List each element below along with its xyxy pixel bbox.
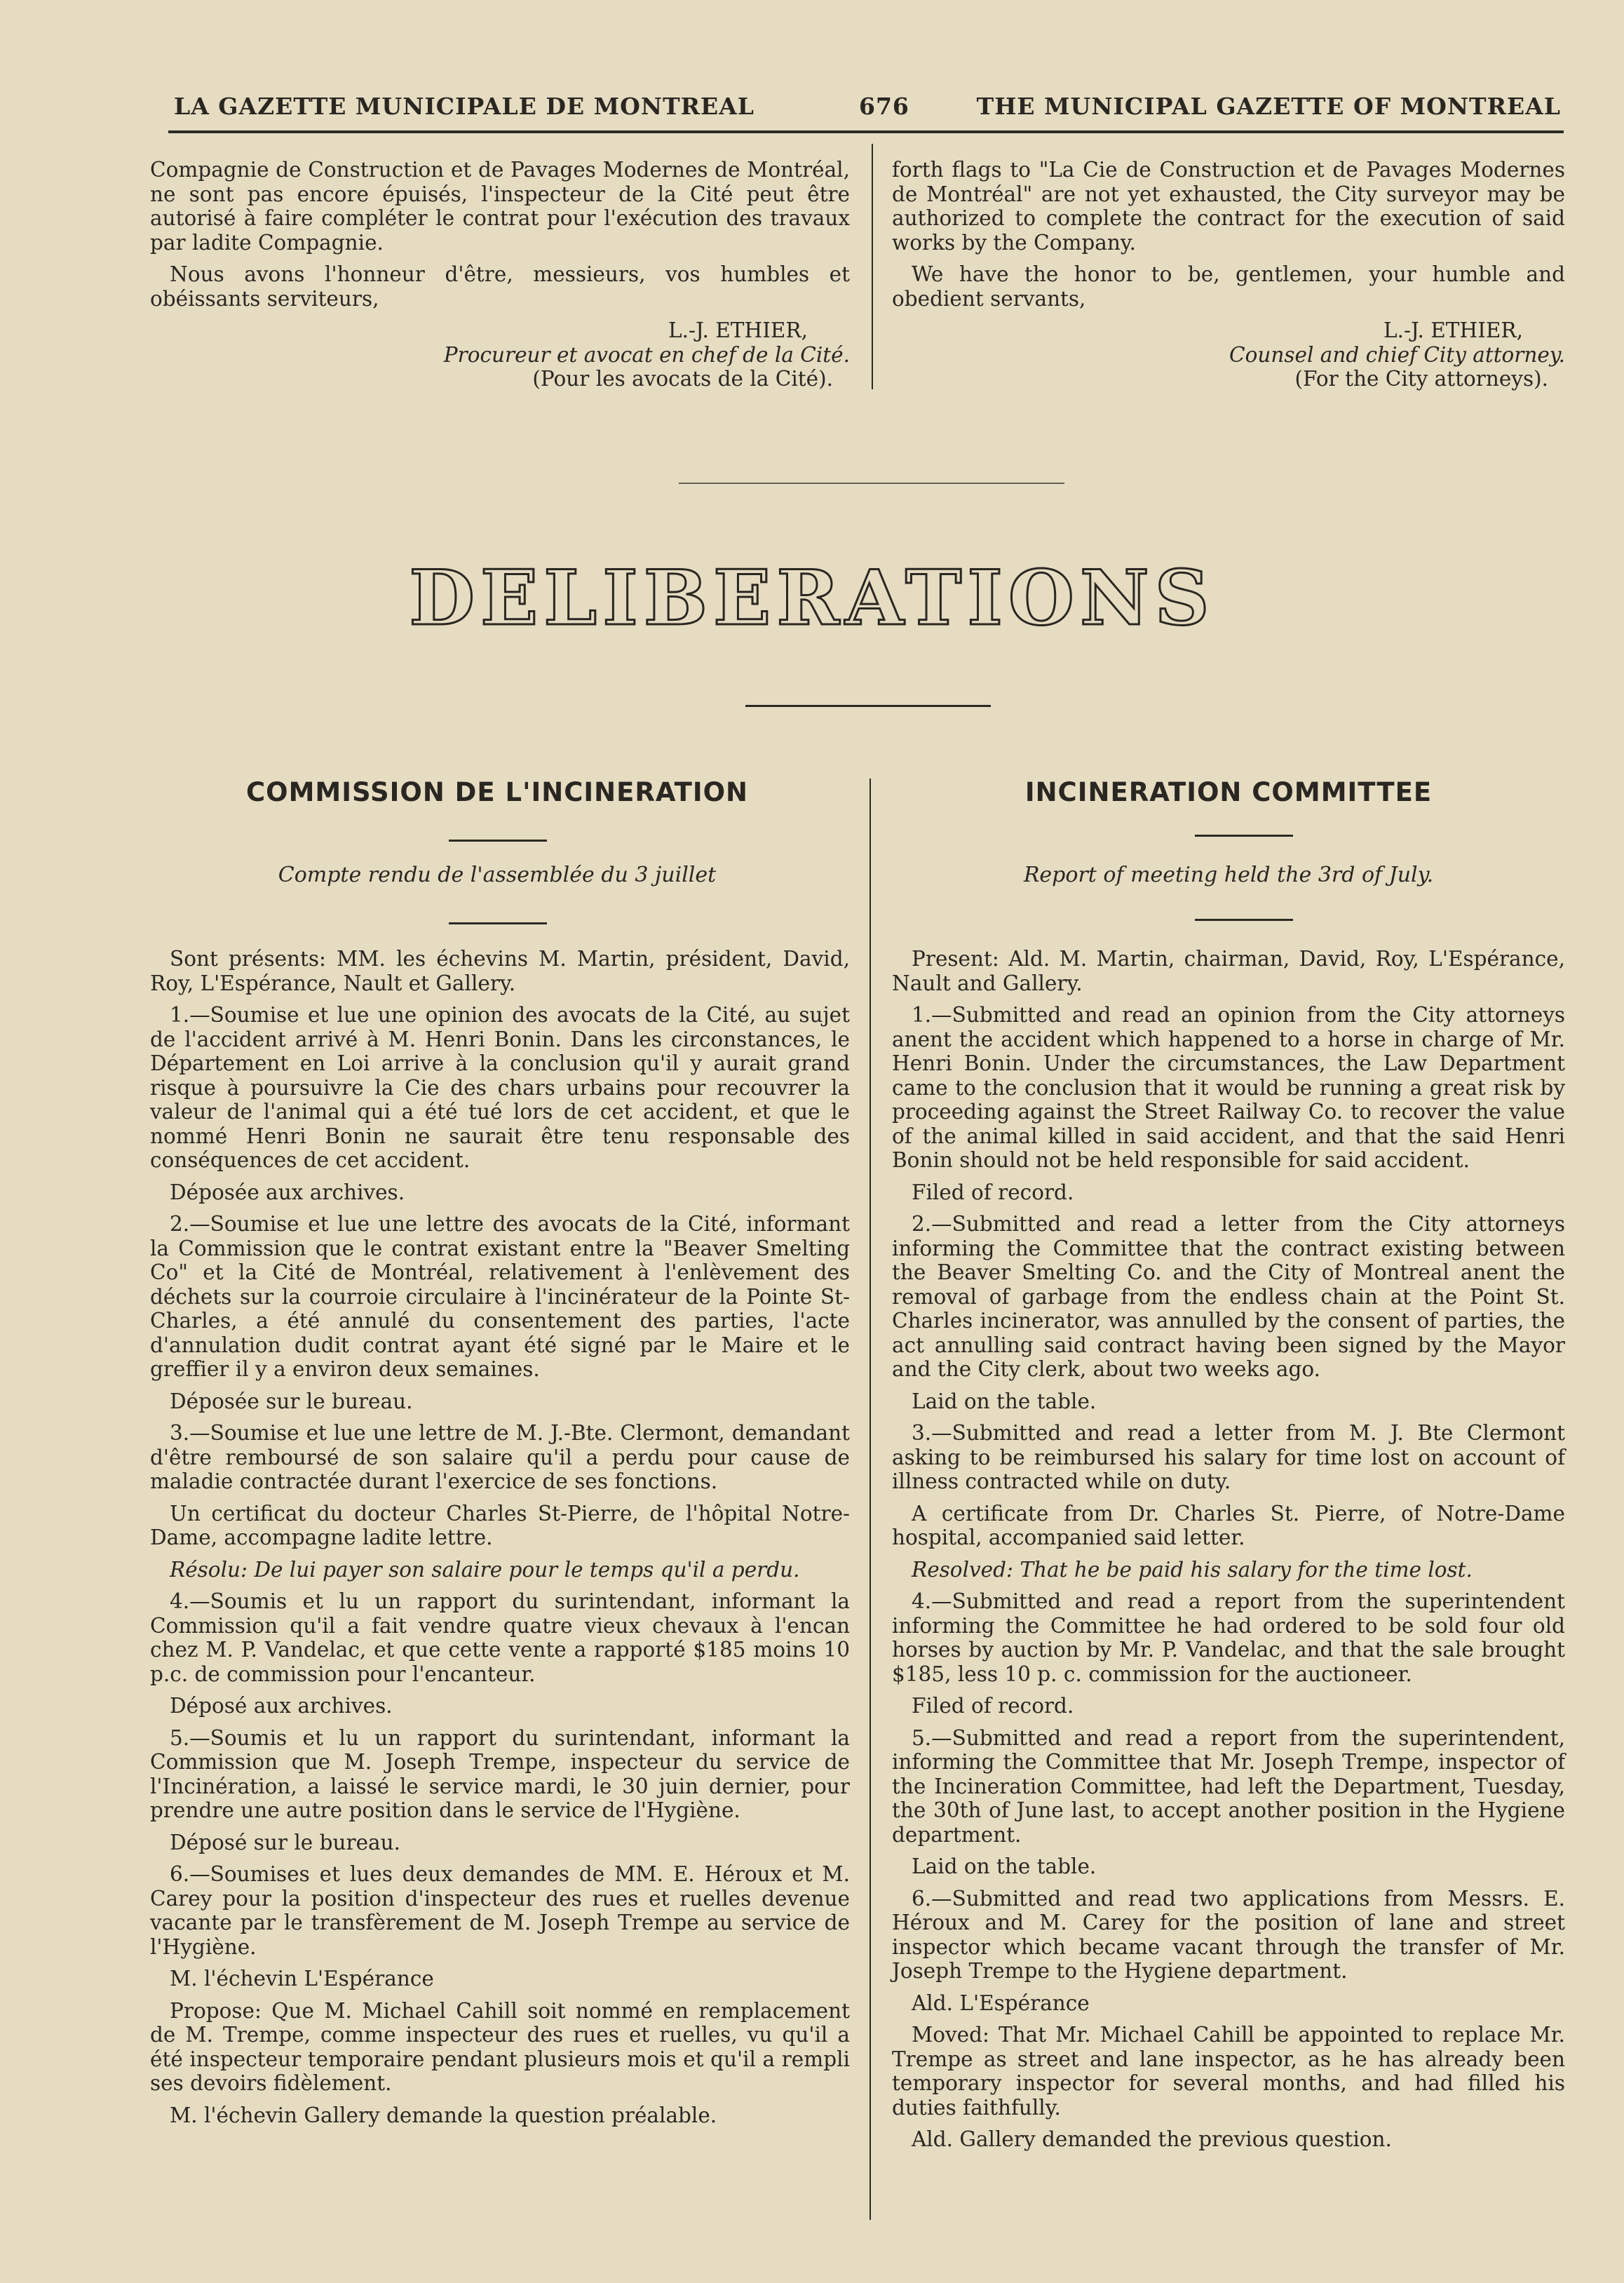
fr-paragraph-8: Résolu: De lui payer son salaire pour le temps qu'il a perdu. [170, 1557, 800, 1582]
english-section-subheading: Report of meeting held the 3rd of July. [1023, 863, 1434, 887]
top-english-signature-title: Counsel and chief City attorney. [1229, 342, 1565, 367]
en-paragraph-2: 1.—Submitted and read an opinion from the City attorneys anent the accident which happened to a horse in charge of Mr. Henri Bonin. Under the circumstances, the Law Department came to the conclusion that it would be running a great risk by proceeding against the Street Railway Co. to recover the value of the animal killed in said accident, and that the said Henri Bonin should not be held responsible for said accident. [892, 1003, 1565, 1172]
fr-paragraph-14: M. l'échevin L'Espérance [170, 1967, 434, 1991]
top-english-signature-subtitle: (For the City attorneys). [1294, 367, 1548, 391]
banner-underline [745, 705, 991, 707]
top-english-closing: We have the honor to be, gentlemen, your humble and obedient servants, [892, 262, 1565, 311]
fr-paragraph-3: Déposée aux archives. [170, 1180, 405, 1204]
en-paragraph-11: 5.—Submitted and read a report from the superintendent, informing the Committee that Mr. Joseph Trempe, inspector of the Incineration Committee, had left the Department, Tuesday, the 30th of June last, to accept another position in the Hygiene department. [892, 1725, 1565, 1847]
en-paragraph-6: 3.—Submitted and read a letter from M. J. Bte Clermont asking to be reimbursed his salary for time lost on account of illness contracted while on duty. [892, 1421, 1565, 1493]
page-number: 676 [859, 93, 909, 120]
french-section-heading: COMMISSION DE L'INCINERATION [245, 777, 749, 807]
fr-paragraph-7: Un certificat du docteur Charles St-Pierre, de l'hôpital Notre-Dame, accompagne ladite lettre. [150, 1501, 850, 1549]
top-english-signature-name: L.-J. ETHIER, [1383, 318, 1523, 342]
en-paragraph-9: 4.—Submitted and read a report from the superintendent informing the Committee he had ordered to be sold four old horses by auction by Mr. P. Vandelac, and that the sale brought $185, less 10 p. c. commission for the auctioneer. [892, 1589, 1565, 1686]
en-paragraph-7: A certificate from Dr. Charles St. Pierre, of Notre-Dame hospital, accompanied said letter. [892, 1501, 1565, 1549]
header-rule [168, 130, 1564, 133]
en-paragraph-1: Present: Ald. M. Martin, chairman, David, Roy, L'Espérance, Nault and Gallery. [892, 947, 1565, 995]
en-paragraph-14: Ald. L'Espérance [912, 1991, 1090, 2015]
en-paragraph-12: Laid on the table. [912, 1854, 1097, 1878]
english-heading-rule [1195, 835, 1293, 837]
fr-paragraph-1: Sont présents: MM. les échevins M. Martin, président, David, Roy, L'Espérance, Nault et Gallery. [150, 947, 850, 995]
fr-paragraph-11: 5.—Soumis et lu un rapport du surintendant, informant la Commission que M. Joseph Trempe, inspecteur du service de l'Incinération, a laissé le service mardi, le 30 juin dernier, pour prendre une autre position dans le service de l'Hygiène. [150, 1725, 850, 1822]
french-subheading-rule [449, 922, 547, 924]
deliberations-banner: DELIBERATIONS [409, 554, 1215, 642]
top-french-signature-title: Procureur et avocat en chef de la Cité. [443, 342, 850, 367]
top-french-signature-subtitle: (Pour les avocats de la Cité). [532, 367, 833, 391]
en-paragraph-3: Filed of record. [912, 1180, 1074, 1204]
body-column-divider [869, 779, 871, 2220]
fr-paragraph-13: 6.—Soumises et lues deux demandes de MM. E. Héroux et M. Carey pour la position d'inspecteur des rues et ruelles devenue vacante par le transfèrement de M. Joseph Trempe au service de l'Hygiène. [150, 1862, 850, 1959]
french-heading-rule [449, 840, 547, 842]
running-header [168, 86, 1561, 128]
header-english-title: THE MUNICIPAL GAZETTE OF MONTREAL [976, 93, 1561, 120]
section-separator-top [679, 483, 1064, 484]
top-column-divider [872, 144, 873, 389]
en-paragraph-16: Ald. Gallery demanded the previous question. [912, 2127, 1392, 2151]
fr-paragraph-4: 2.—Soumise et lue une lettre des avocats de la Cité, informant la Commission que le contrat existant entre la "Beaver Smelting Co" et la Cité de Montréal, relativement à l'enlèvement des déchets sur la courroie circulaire à l'incinérateur de la Pointe St-Charles, a été annulé du consentement des parties, l'acte d'annulation dudit contrat ayant été signé par le Maire et le greffier il y a environ deux semaines. [150, 1212, 850, 1381]
en-paragraph-10: Filed of record. [912, 1694, 1074, 1718]
top-french-paragraph: Compagnie de Construction et de Pavages Modernes de Montréal, ne sont pas encore épuisés, l'inspecteur de la Cité peut être autorisé à faire compléter le contrat pour l'exécution des travaux par ladite Compagnie. [150, 158, 850, 255]
french-section-subheading: Compte rendu de l'assemblée du 3 juillet [278, 863, 717, 887]
en-paragraph-15: Moved: That Mr. Michael Cahill be appointed to replace Mr. Trempe as street and lane inspector, as he has already been temporary inspector for several months, and had filled his duties faithfully. [892, 2023, 1565, 2120]
en-paragraph-13: 6.—Submitted and read two applications from Messrs. E. Héroux and M. Carey for the position of lane and street inspector which became vacant through the transfer of Mr. Joseph Trempe to the Hygiene department. [892, 1886, 1565, 1983]
top-english-paragraph: forth flags to "La Cie de Construction et de Pavages Modernes de Montréal" are not yet exhausted, the City surveyor may be authorized to complete the contract for the execution of said works by the Company. [892, 158, 1565, 255]
fr-paragraph-5: Déposée sur le bureau. [170, 1389, 413, 1413]
fr-paragraph-6: 3.—Soumise et lue une lettre de M. J.-Bte. Clermont, demandant d'être remboursé de son salaire qu'il a perdu pour cause de maladie contractée durant l'exercice de ses fonctions. [150, 1421, 850, 1493]
top-french-column [150, 158, 850, 391]
english-section-heading: INCINERATION COMMITTEE [1024, 777, 1433, 807]
english-body-column [892, 947, 1565, 2160]
en-paragraph-5: Laid on the table. [912, 1389, 1097, 1413]
fr-paragraph-16: M. l'échevin Gallery demande la question préalable. [170, 2103, 717, 2127]
fr-paragraph-9: 4.—Soumis et lu un rapport du surintendant, informant la Commission qu'il a fait vendre quatre vieux chevaux à l'encan chez M. P. Vandelac, et que cette vente a rapporté $185 moins 10 p.c. de commission pour l'encanteur. [150, 1589, 850, 1686]
fr-paragraph-10: Déposé aux archives. [170, 1694, 393, 1718]
french-body-column [150, 947, 850, 2135]
english-subheading-rule [1195, 919, 1293, 921]
fr-paragraph-15: Propose: Que M. Michael Cahill soit nommé en remplacement de M. Trempe, comme inspecteur des rues et ruelles, vu qu'il a été inspecteur temporaire pendant plusieurs mois et qu'il a rempli ses devoirs fidèlement. [150, 1998, 850, 2095]
header-french-title: LA GAZETTE MUNICIPALE DE MONTREAL [174, 93, 755, 120]
top-french-signature-name: L.-J. ETHIER, [668, 318, 808, 342]
top-english-column [892, 158, 1565, 391]
en-paragraph-4: 2.—Submitted and read a letter from the City attorneys informing the Committee that the contract existing between the Beaver Smelting Co. and the City of Montreal anent the removal of garbage from the endless chain at the Point St. Charles incinerator, was annulled by the consent of parties, the act annulling said contract having been signed by the Mayor and the City clerk, about two weeks ago. [892, 1212, 1565, 1381]
en-paragraph-8: Resolved: That he be paid his salary for the time lost. [912, 1557, 1473, 1582]
fr-paragraph-2: 1.—Soumise et lue une opinion des avocats de la Cité, au sujet de l'accident arrivé à M. Henri Bonin. Dans les circonstances, le Département en Loi arrive à la conclusion qu'il y aurait grand risque à poursuivre la Cie des chars urbains pour recouvrer la valeur de l'animal qui a été tué lors de cet accident, et que le nommé Henri Bonin ne saurait être tenu responsable des conséquences de cet accident. [150, 1003, 850, 1172]
fr-paragraph-12: Déposé sur le bureau. [170, 1830, 401, 1854]
top-french-closing: Nous avons l'honneur d'être, messieurs, vos humbles et obéissants serviteurs, [150, 262, 850, 311]
